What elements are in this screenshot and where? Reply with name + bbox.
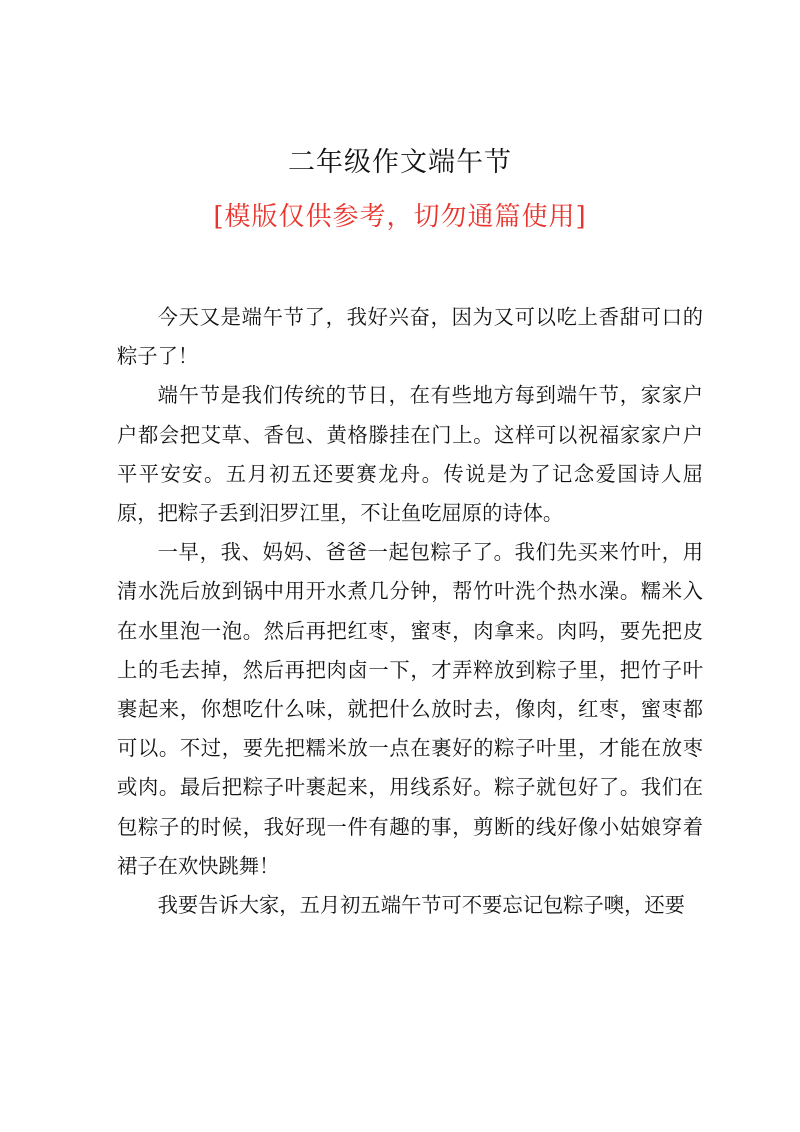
essay-body — [117, 298, 703, 925]
template-disclaimer: [模版仅供参考，切勿通篇使用] — [213, 202, 587, 232]
paragraph-1: 今天又是端午节了，我好兴奋，因为又可以吃上香甜可口的粽子了！ — [117, 305, 703, 369]
paragraph-4: 我要告诉大家，五月初五端午节可不要忘记包粽子噢，还要 — [157, 893, 685, 918]
paragraph-2: 端午节是我们传统的节日，在有些地方每到端午节，家家户户都会把艾草、香包、黄格滕挂在门上。这样可以祝福家家户户平平安安。五月初五还要赛龙舟。传说是为了记念爱国诗人屈原，把粽子丢到汨罗江里，不让鱼吃屈原的诗体。 — [117, 383, 703, 526]
paragraph-3: 一早，我、妈妈、爸爸一起包粽子了。我们先买来竹叶，用清水洗后放到锅中用开水煮几分钟，帮竹叶洗个热水澡。糯米入在水里泡一泡。然后再把红枣，蜜枣，肉拿来。肉吗，要先把皮上的毛去掉，然后再把肉卤一下，才弄粹放到粽子里，把竹子叶裹起来，你想吃什么味，就把什么放时去，像肉，红枣，蜜枣都可以。不过，要先把糯米放一点在裹好的粽子叶里，才能在放枣或肉。最后把粽子叶裹起来，用线系好。粽子就包好了。我们在包粽子的时候，我好现一件有趣的事，剪断的线好像小姑娘穿着裙子在欢快跳舞！ — [117, 540, 703, 878]
document-title: 二年级作文端午节 — [288, 147, 512, 178]
